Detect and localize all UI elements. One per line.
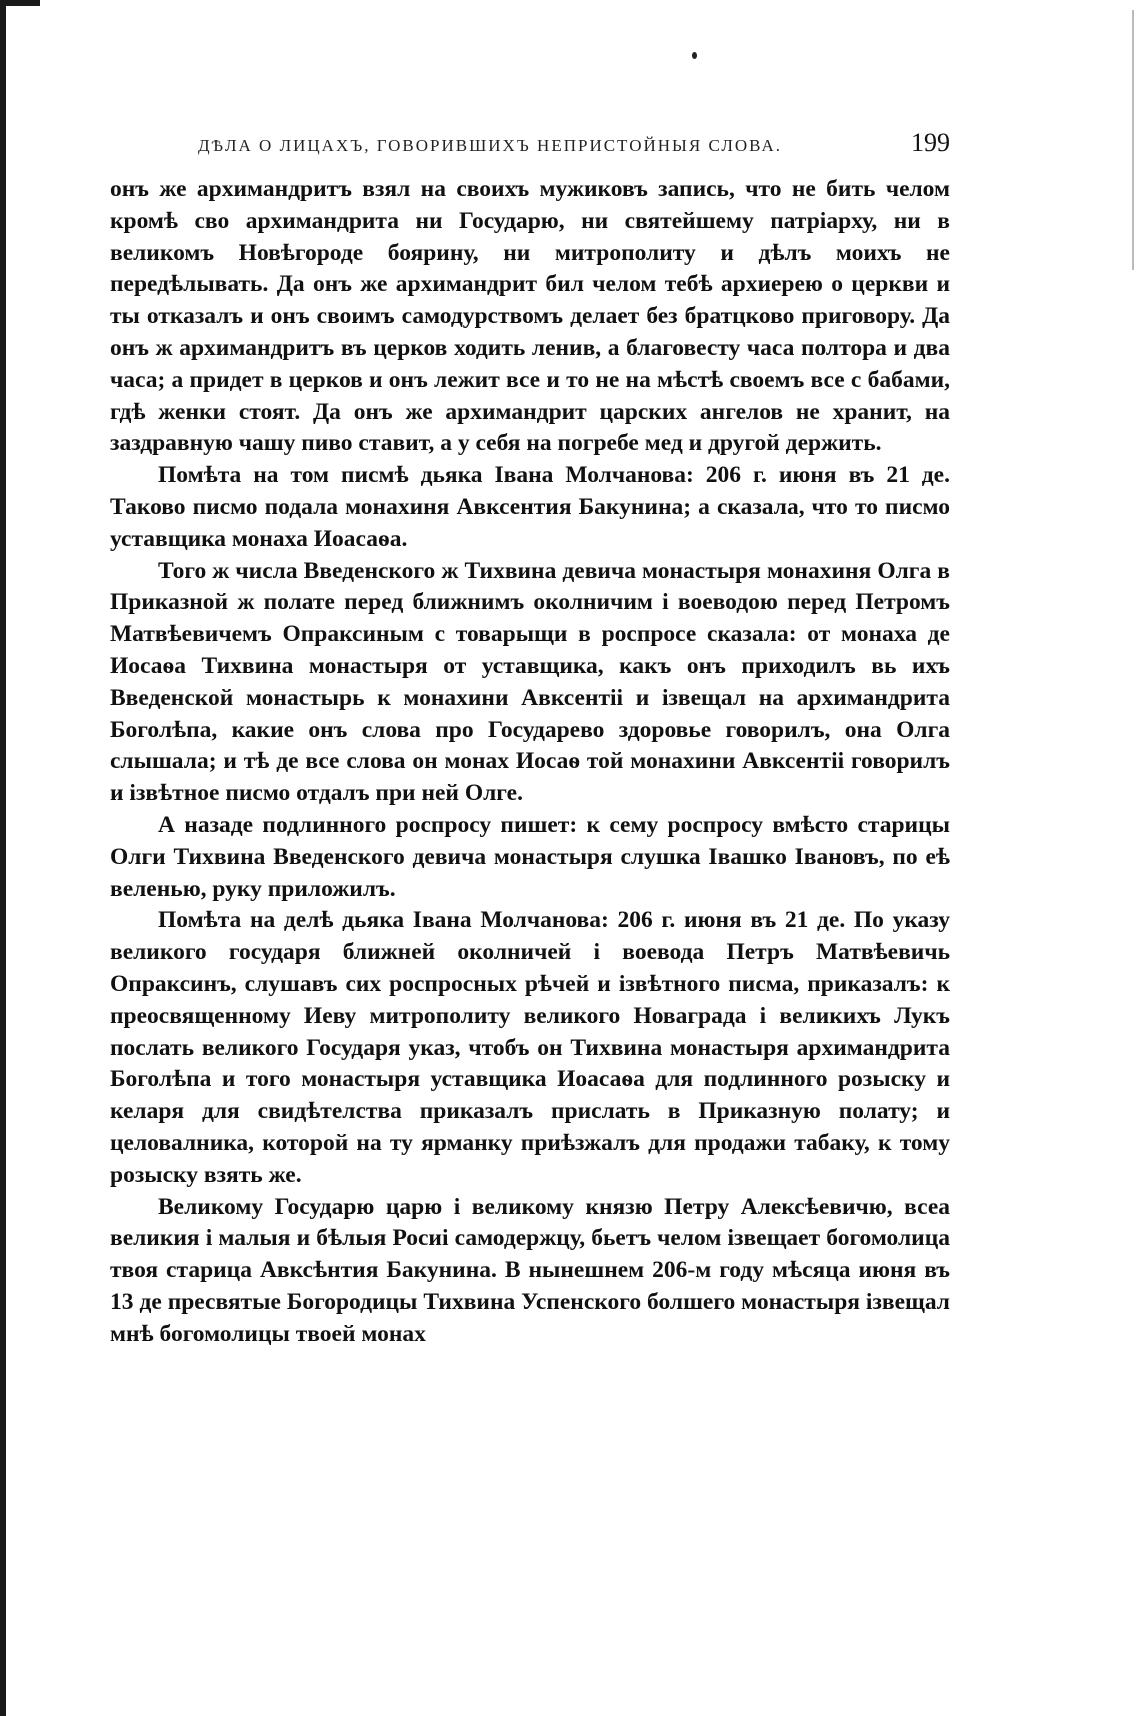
paragraph: онъ же архимандритъ взял на своихъ мужиковъ запись, что не бить челом кромѣ сво архимандрита ни Государю, ни святейшему патріарху, ни в великомъ Новѣгороде боярину, ни митрополиту и дѣлъ моихъ не передѣлывать. Да онъ же архимандрит бил челом тебѣ архиерею о церкви и ты отказалъ и онъ своимъ самодурствомъ делает без братцково приговору. Да онъ ж архимандритъ въ церков ходить ленив, а благовесту часа полтора и два часа; а придет в церков и онъ лежит все и то не на мѣстѣ своемъ все с бабами, гдѣ женки стоят. Да онъ же архимандрит царских ангелов не хранит, на заздравную чашу пиво ставит, а у себя на погребе мед и другой держить. (110, 176, 950, 457)
scan-border-top (0, 0, 40, 6)
paragraph: Помѣта на делѣ дьяка Івана Молчанова: 206 г. июня въ 21 де. По указу великого государя ближней околничей і воевода Петръ Матвѣевичь Опраксинъ, слушавъ сих роспросных рѣчей и ізвѣтного писма, приказалъ: к преосвященному Иеву митрополиту великого Новаграда і великихъ Лукъ послать великого Государя указ, чтобъ он Тихвина монастыря архимандрита Боголѣпа и того монастыря уставщика Иоасаѳа для подлинного розыску и келаря для свидѣтелства приказалъ прислать в Приказную полату; и целовалника, которой на ту ярманку приѣзжалъ для продажи табаку, к тому розыску взять же. (110, 907, 950, 1188)
page-header (110, 128, 950, 168)
running-head: ДѢЛА О ЛИЦАХЪ, ГОВОРИВШИХЪ НЕПРИСТОЙНЫЯ СЛОВА. (198, 136, 782, 155)
body-text (110, 174, 950, 1350)
paragraph: А назаде подлинного роспросу пишет: к сему роспросу вмѣсто старицы Олги Тихвина Введенского девича монастыря слушка Івашко Івановъ, по еѣ веленью, руку приложилъ. (110, 811, 950, 902)
paragraph: Великому Государю царю і великому князю Петру Алексѣевичю, всеа великия і малыя и бѣлыя Росиі самодержцу, бьетъ челом ізвещает богомолица твоя старица Авксѣнтия Бакунина. В нынешнем 206-м году мѣсяца июня въ 13 де пресвятые Богородицы Тихвина Успенского болшего монастыря ізвещал мнѣ богомолицы твоей монах (110, 1193, 950, 1347)
scan-border-left (0, 0, 6, 1716)
scan-border-right (1132, 10, 1134, 270)
page-number: 199 (911, 128, 950, 157)
paragraph: Помѣта на том писмѣ дьяка Івана Молчанова: 206 г. июня въ 21 де. Таково писмо подала монахиня Авксентия Бакунина; а сказала, что то писмо уставщика монаха Иоасаѳа. (110, 462, 950, 552)
paragraph: Того ж числа Введенского ж Тихвина девича монастыря монахиня Олга в Приказной ж полате перед ближнимъ околничим і воеводою перед Петромъ Матвѣевичемъ Опраксиным с товарыщи в роспросе сказала: от монаха де Иосаѳа Тихвина монастыря от уставщика, какъ онъ приходилъ вь ихъ Введенской монастырь к монахини Авксентіі и ізвещал на архимандрита Боголѣпа, какие онъ слова про Государево здоровье говорилъ, она Олга слышала; и тѣ де все слова он монах Иосаѳ той монахини Авксентіі говорилъ и ізвѣтное писмо отдалъ при ней Олге. (110, 557, 950, 807)
scan-speck (692, 52, 697, 59)
